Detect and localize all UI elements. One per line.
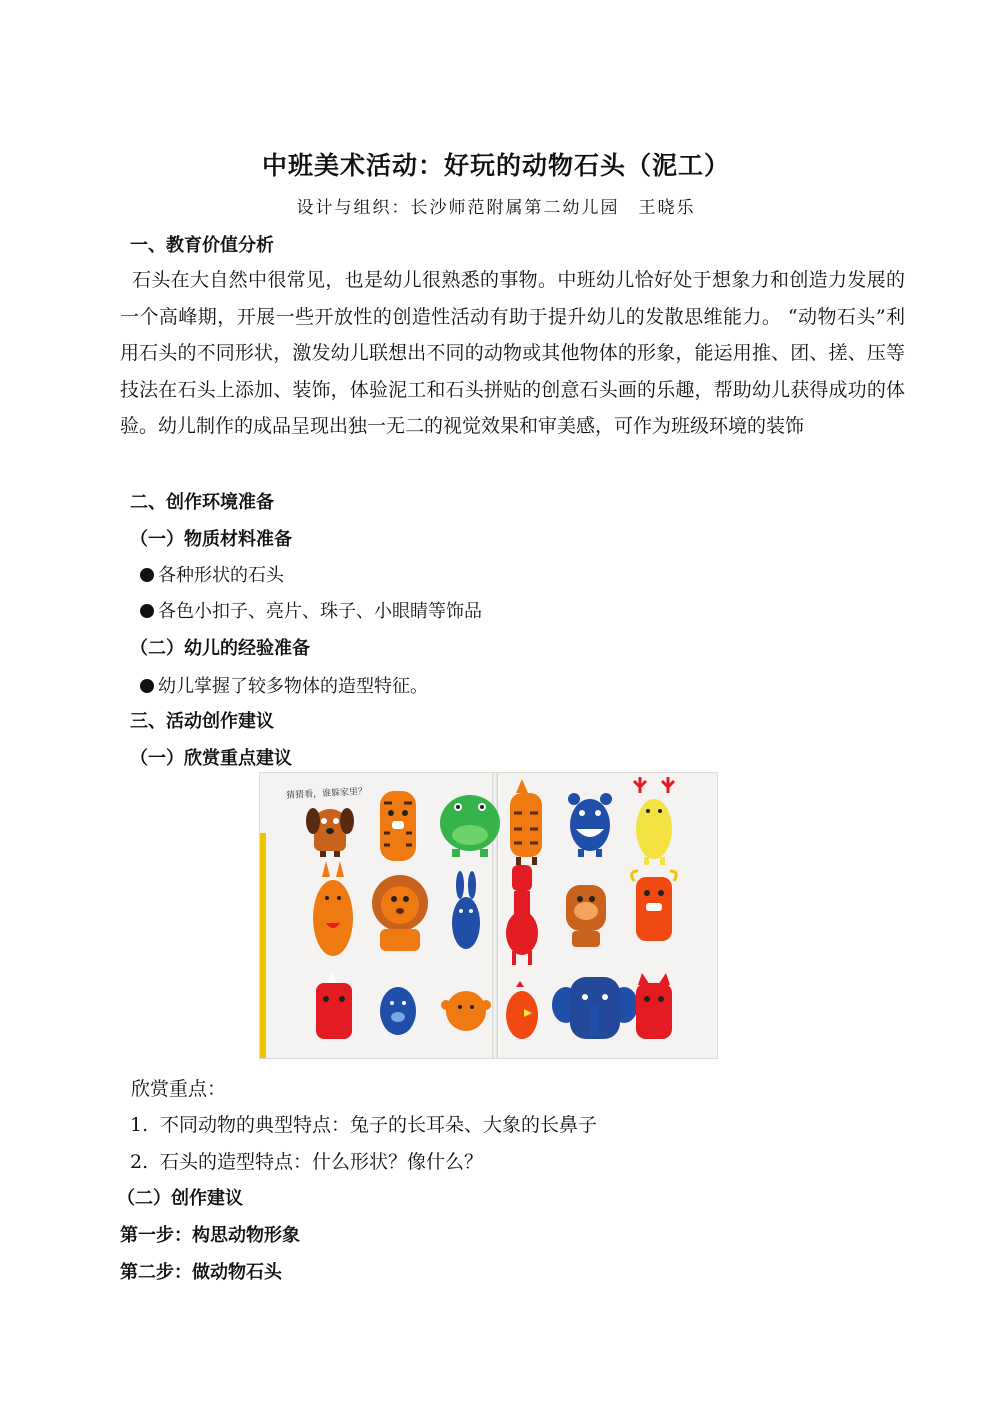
section2-sub1: （一）物质材料准备 xyxy=(130,529,292,550)
animal-stones-image xyxy=(259,772,718,1059)
bullet-item: 各色小扣子、亮片、珠子、小眼睛等饰品 xyxy=(140,597,482,623)
section1-paragraph: 石头在大自然中很常见，也是幼儿很熟悉的事物。中班幼儿恰好处于想象力和创造力发展的一个高峰期，开展一些开放性的创造性活动有助于提升幼儿的发散思维能力。 “动物石头”利用石头的不同形状，激发幼儿联想出不同的动物或其他物体的形象，能运用推、团、搓、压等技法在石头上添加、装饰，体验泥工和石头拼贴的创意石头画的乐趣，帮助幼儿获得成功的体验。幼儿制作的成品呈现出独一无二的视觉效果和审美感，可作为班级环境的装饰 xyxy=(120,269,905,438)
kangaroo-stone-icon xyxy=(313,861,353,956)
tiger-stone-icon xyxy=(380,791,416,861)
section3-sub2: （二）创作建议 xyxy=(117,1188,243,1209)
bullet-dot-icon xyxy=(140,604,154,618)
rhino-stone-icon xyxy=(316,973,352,1039)
bullet-item: 各种形状的石头 xyxy=(140,561,284,587)
animal-stones-drawing xyxy=(260,773,718,1059)
section1-heading: 一、教育价值分析 xyxy=(130,235,274,256)
bear-stone-icon xyxy=(568,793,612,857)
section3-sub1: （一）欣赏重点建议 xyxy=(130,748,292,769)
elephant-stone-icon xyxy=(552,977,638,1039)
pig-stone-icon xyxy=(380,987,416,1035)
sheep-stone-icon xyxy=(441,991,491,1031)
chicken-stone-icon xyxy=(506,981,538,1039)
section2-heading: 二、创作环境准备 xyxy=(130,492,274,513)
giraffe-stone-icon xyxy=(506,865,538,965)
image-handwritten-note: 猜猜看，谁躲家里？ xyxy=(285,786,368,802)
lion-stone-icon xyxy=(372,875,428,951)
page-title: 中班美术活动：好玩的动物石头（泥工） xyxy=(261,151,730,180)
bullet-item: 幼儿掌握了较多物体的造型特征。 xyxy=(140,672,428,698)
horse-stone-icon xyxy=(510,779,542,865)
bullet-dot-icon xyxy=(140,679,154,693)
step-2: 第二步：做动物石头 xyxy=(120,1262,282,1283)
rabbit-stone-icon xyxy=(452,871,480,949)
hippo-stone-icon xyxy=(440,795,500,857)
cat-stone-icon xyxy=(636,973,672,1039)
focus-item-1: 1. 不同动物的典型特点：兔子的长耳朵、大象的长鼻子 xyxy=(130,1114,598,1136)
deer-stone-icon xyxy=(634,777,674,865)
dog-stone-icon xyxy=(306,808,354,857)
focus-item-2: 2. 石头的造型特点：什么形状？像什么？ xyxy=(130,1151,484,1173)
monkey-stone-icon xyxy=(566,885,606,947)
section2-sub2: （二）幼儿的经验准备 xyxy=(130,638,310,659)
section3-heading: 三、活动创作建议 xyxy=(130,711,274,732)
bullet-dot-icon xyxy=(140,568,154,582)
byline: 设计与组织：长沙师范附属第二幼儿园 王晓乐 xyxy=(296,198,696,218)
bull-stone-icon xyxy=(632,871,677,941)
step-1: 第一步：构思动物形象 xyxy=(120,1225,300,1246)
focus-label: 欣赏重点： xyxy=(131,1078,227,1100)
